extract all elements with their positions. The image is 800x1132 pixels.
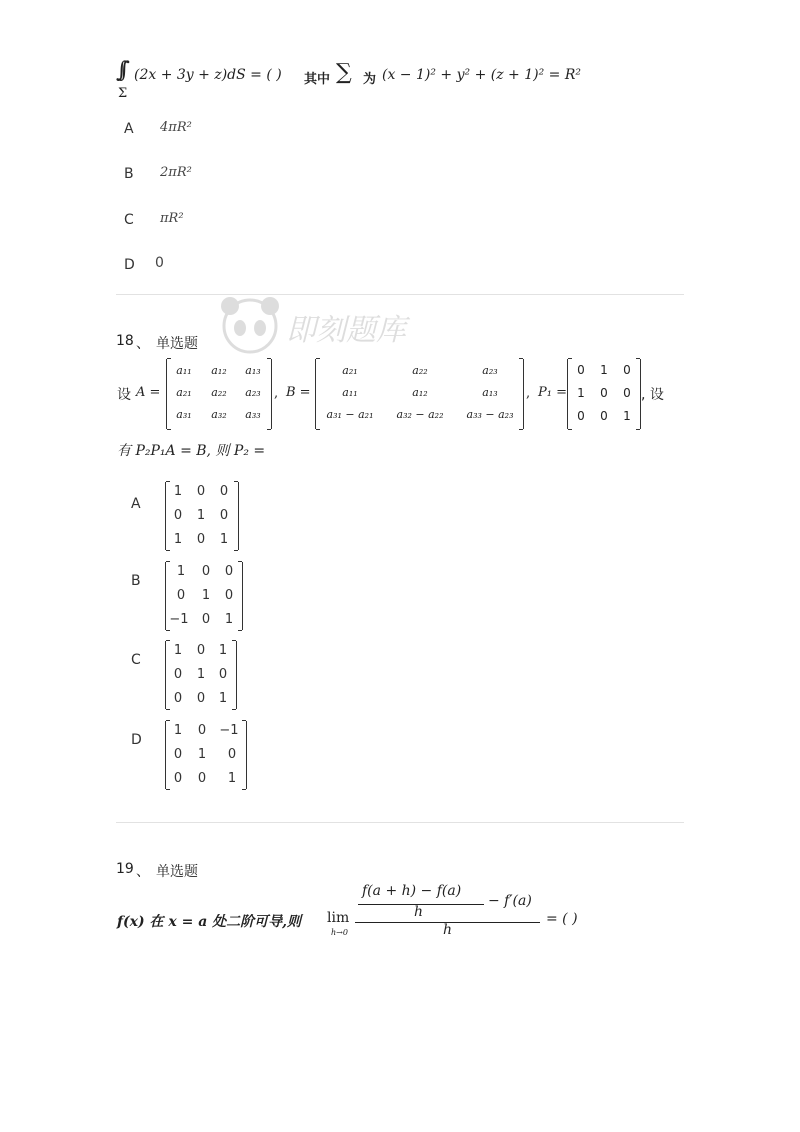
matrix-cell: 0	[577, 409, 585, 423]
matrix-cell: 0	[623, 386, 631, 400]
where-text: 其中	[304, 72, 331, 87]
option-matrix	[165, 721, 247, 789]
matrix-cell: 0	[173, 771, 183, 786]
matrix-cell: 1	[197, 747, 207, 762]
matrix-cell: 1	[577, 386, 585, 400]
matrix-cell: a₃₁	[176, 408, 192, 421]
matrix-cell: 0	[201, 564, 211, 579]
option-letter: B	[124, 166, 134, 182]
matrix-cell: 1	[176, 564, 186, 579]
option-letter: B	[131, 573, 141, 589]
surface-equation: (x − 1)² + y² + (z + 1)² = R²	[382, 67, 581, 83]
matrix-cell: 0	[219, 484, 229, 499]
matrix-cell: 1	[218, 691, 228, 706]
svg-text:即刻题库: 即刻题库	[286, 313, 406, 348]
matrix-cell: 1	[218, 643, 228, 658]
option-letter: A	[131, 496, 141, 512]
limit-subscript: h→0	[331, 928, 348, 937]
matrix-cell: 1	[173, 532, 183, 547]
matrix-p1	[567, 359, 641, 429]
matrix-cell: 1	[173, 484, 183, 499]
matrix-cell: 0	[218, 667, 228, 682]
option-letter: C	[131, 652, 141, 668]
question-number: 19	[116, 861, 134, 877]
matrix-cell: 1	[196, 667, 206, 682]
sigma-symbol: ∑	[336, 60, 352, 85]
stem-prefix: f(x) 在 x = a 处二阶可导,则	[117, 914, 302, 930]
option-letter: C	[124, 212, 134, 228]
matrix-cell: 0	[196, 643, 206, 658]
matrix-cell: 1	[173, 643, 183, 658]
matrix-cell: 1	[201, 588, 211, 603]
panda-logo-icon	[210, 290, 450, 370]
option-value: πR²	[160, 211, 184, 226]
double-integral-symbol: ∫∫	[116, 58, 121, 83]
is-text: 为	[363, 72, 377, 87]
matrix-cell: 0	[197, 723, 207, 738]
divider	[116, 822, 684, 823]
matrix-cell: 0	[201, 612, 211, 627]
matrix-cell: a₁₁	[342, 386, 358, 399]
integral-subscript: Σ	[118, 86, 128, 101]
matrix-cell: 0	[600, 409, 608, 423]
stem-tail: = ( )	[546, 911, 578, 927]
question-separator: 、	[136, 336, 150, 352]
matrix-cell: a₁₁	[176, 364, 192, 377]
matrix-b-label: B =	[286, 385, 311, 400]
matrix-cell: 1	[600, 363, 608, 377]
matrix-cell: 1	[173, 723, 183, 738]
limit-operator: lim	[327, 910, 350, 926]
matrix-cell: −1	[219, 723, 239, 738]
matrix-cell: a₂₂	[412, 364, 428, 377]
watermark	[210, 290, 450, 370]
question-number: 18	[116, 333, 134, 349]
comma: ,	[526, 386, 531, 401]
option-matrix	[165, 482, 239, 550]
matrix-cell: a₂₃	[482, 364, 498, 377]
matrix-cell: 1	[227, 771, 237, 786]
matrix-cell: 0	[224, 564, 234, 579]
matrix-cell: 0	[600, 386, 608, 400]
matrix-cell: 0	[173, 747, 183, 762]
matrix-b	[315, 359, 524, 429]
option-value: 4πR²	[160, 120, 192, 135]
matrix-cell: 0	[577, 363, 585, 377]
matrix-cell: 0	[173, 691, 183, 706]
matrix-cell: 0	[176, 588, 186, 603]
option-letter: D	[124, 257, 135, 273]
matrix-cell: 0	[219, 508, 229, 523]
matrix-cell: 0	[196, 532, 206, 547]
matrix-cell: 1	[224, 612, 234, 627]
matrix-a	[166, 359, 272, 429]
matrix-cell: a₂₂	[211, 386, 227, 399]
matrix-cell: a₁₂	[211, 364, 227, 377]
matrix-cell: a₁₃	[245, 364, 261, 377]
outer-denominator: h	[443, 922, 453, 938]
inner-numerator: f(a + h) − f(a)	[362, 883, 462, 899]
matrix-cell: 0	[196, 484, 206, 499]
comma: ,	[274, 386, 279, 401]
question-separator: 、	[136, 864, 150, 880]
matrix-cell: a₃₃ − a₂₃	[466, 408, 514, 421]
integrand-expression: (2x + 3y + z)dS = ( )	[134, 67, 282, 83]
matrix-cell: 1	[219, 532, 229, 547]
matrix-p1-label: P₁ =	[538, 385, 567, 400]
option-matrix	[165, 641, 237, 709]
matrix-cell: 0	[227, 747, 237, 762]
option-value: 0	[155, 255, 164, 271]
option-value: 2πR²	[160, 165, 192, 180]
matrix-cell: a₂₁	[342, 364, 358, 377]
matrix-cell: 0	[224, 588, 234, 603]
trailing-text: , 设	[641, 387, 664, 403]
matrix-cell: a₁₂	[412, 386, 428, 399]
matrix-cell: 0	[196, 691, 206, 706]
question-type: 单选题	[156, 864, 198, 880]
matrix-cell: a₃₂	[211, 408, 227, 421]
matrix-cell: a₂₃	[245, 386, 261, 399]
matrix-cell: a₃₃	[245, 408, 261, 421]
minus-derivative-term: − f′(a)	[488, 893, 532, 909]
matrix-cell: 0	[197, 771, 207, 786]
matrix-cell: 0	[623, 363, 631, 377]
question-type: 单选题	[156, 336, 198, 352]
inner-denominator: h	[414, 904, 424, 920]
stem-line-2: 有 P₂P₁A = B, 则 P₂ =	[117, 443, 266, 459]
option-matrix	[165, 562, 243, 630]
option-letter: A	[124, 121, 134, 137]
matrix-cell: a₂₁	[176, 386, 192, 399]
matrix-cell: 0	[173, 667, 183, 682]
matrix-cell: 1	[623, 409, 631, 423]
matrix-cell: 0	[173, 508, 183, 523]
matrix-cell: 1	[196, 508, 206, 523]
matrix-cell: −1	[169, 612, 189, 627]
matrix-cell: a₃₁ − a₂₁	[326, 408, 374, 421]
matrix-cell: a₃₂ − a₂₂	[396, 408, 444, 421]
option-letter: D	[131, 732, 142, 748]
let-text: 设	[117, 387, 131, 403]
matrix-cell: a₁₃	[482, 386, 498, 399]
matrix-a-label: A =	[136, 385, 161, 400]
